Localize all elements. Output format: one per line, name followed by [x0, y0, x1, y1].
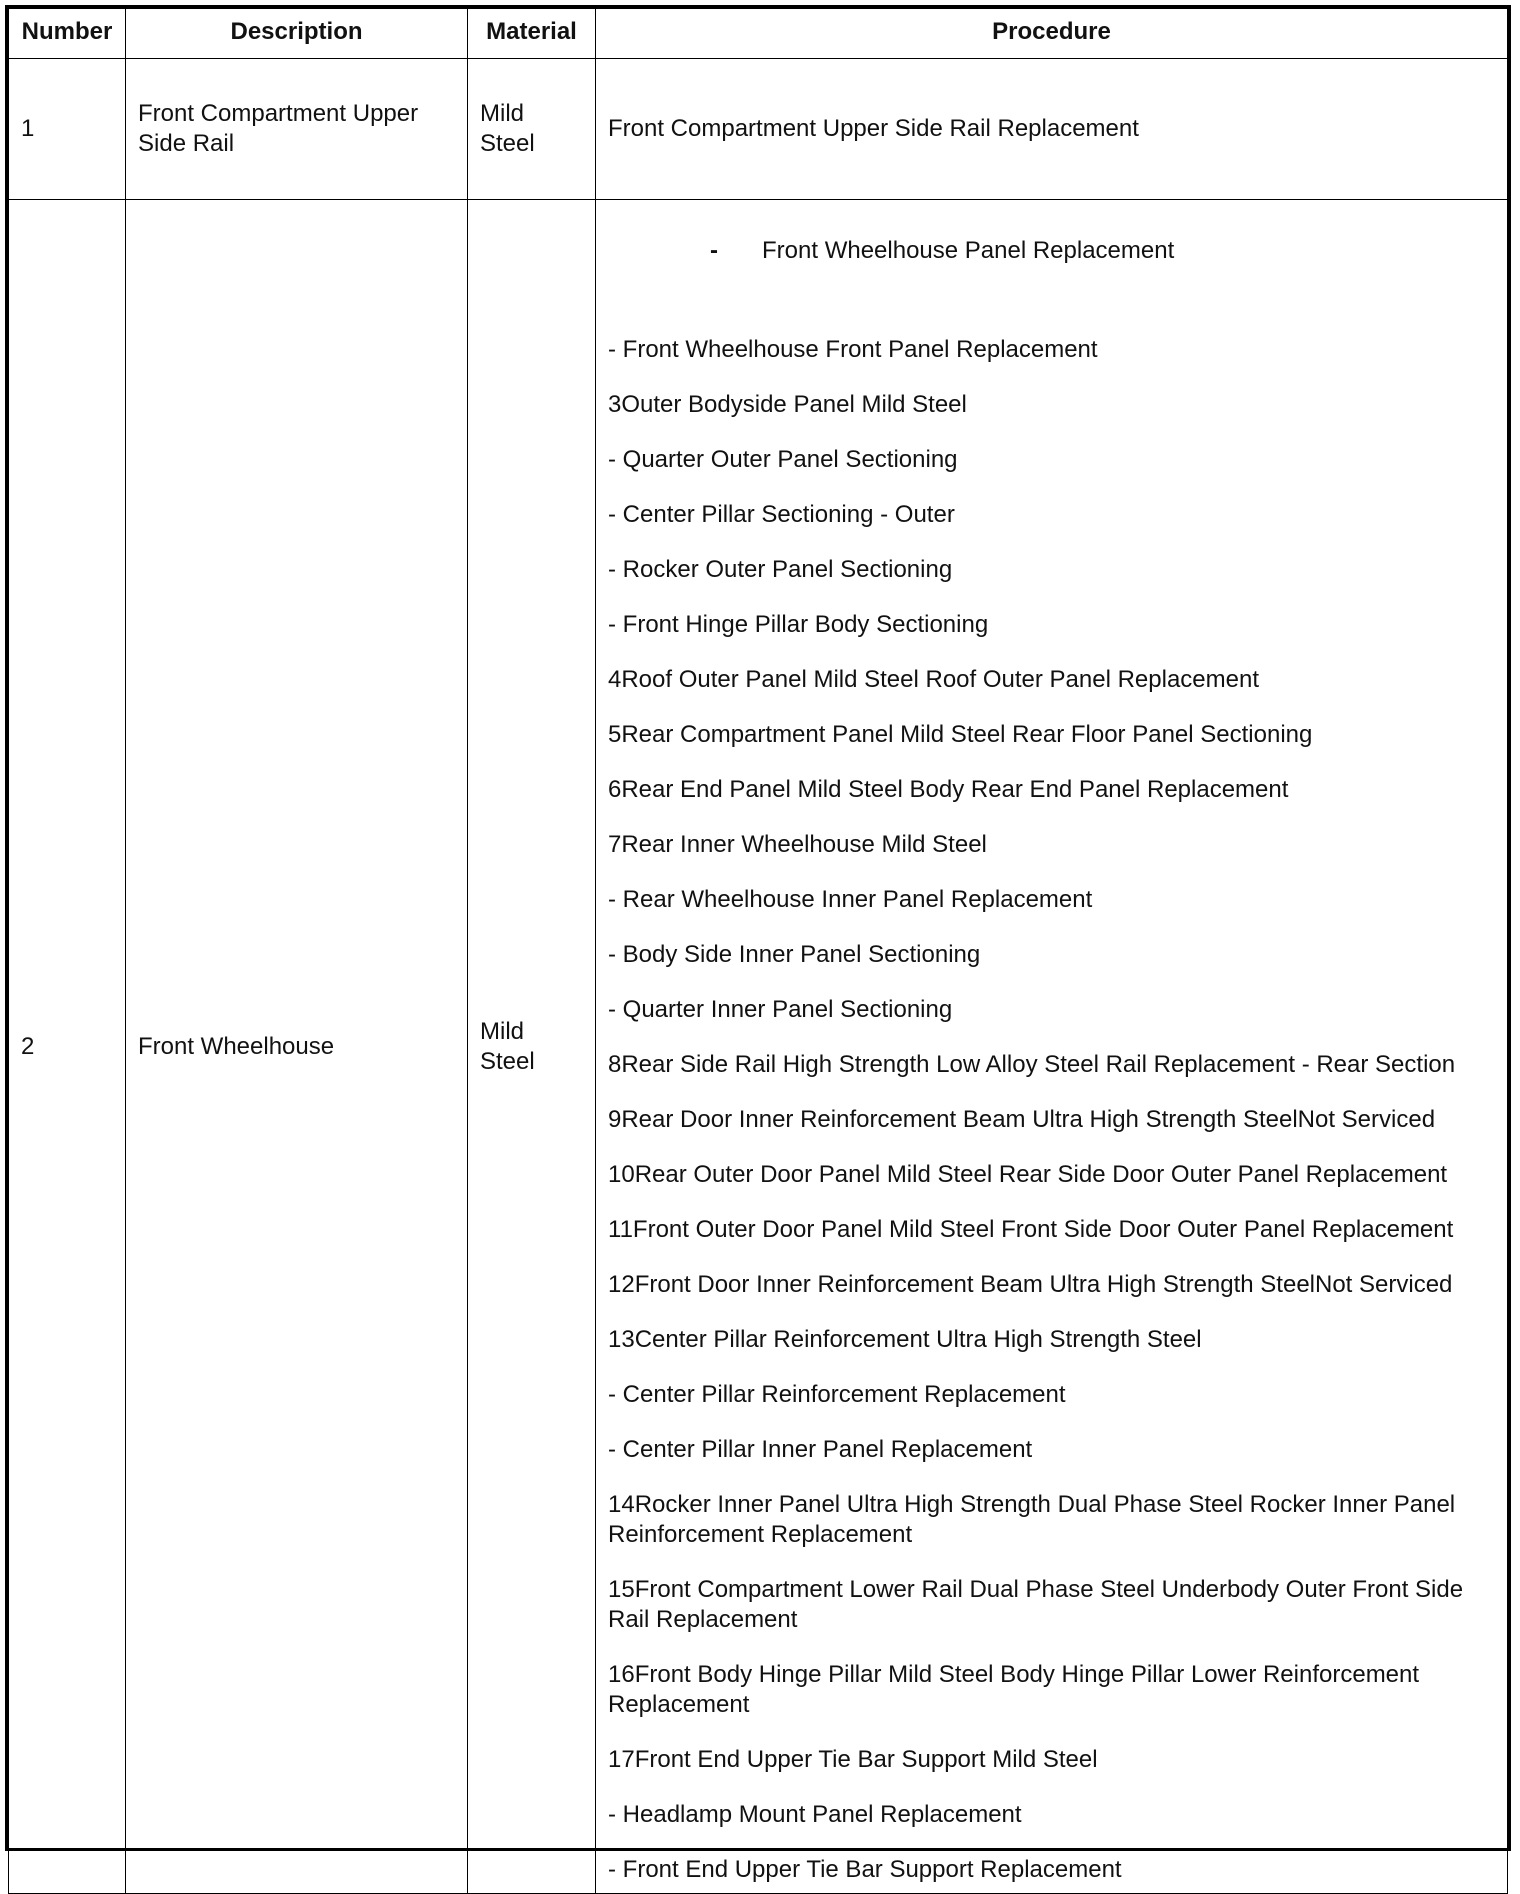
row-description: Front Compartment Upper Side Rail — [126, 59, 468, 200]
procedure-line: 11Front Outer Door Panel Mild Steel Front Side Door Outer Panel Replacement — [608, 1216, 1454, 1243]
procedure-line-text: Front Wheelhouse Panel Replacement — [762, 237, 1175, 264]
row-number: 2 — [9, 200, 126, 1894]
procedure-line: 6Rear End Panel Mild Steel Body Rear End Panel Replacement — [608, 776, 1289, 803]
table-header-row — [9, 9, 1508, 59]
procedure-line: 7Rear Inner Wheelhouse Mild Steel — [608, 831, 987, 858]
parts-table-container — [5, 5, 1511, 1883]
header-description: Description — [126, 9, 468, 59]
parts-procedure-table — [8, 8, 1508, 1894]
procedure-line: - Quarter Outer Panel Sectioning — [608, 446, 958, 473]
procedure-line: - Center Pillar Sectioning - Outer — [608, 501, 955, 528]
procedure-line: 17Front End Upper Tie Bar Support Mild Steel — [608, 1746, 1098, 1773]
procedure-lines — [608, 335, 1495, 1885]
header-material: Material — [468, 9, 596, 59]
procedure-line: 3Outer Bodyside Panel Mild Steel — [608, 391, 967, 418]
procedure-line: 13Center Pillar Reinforcement Ultra High Strength Steel — [608, 1326, 1202, 1353]
table-row — [9, 59, 1508, 200]
procedure-line: - Rocker Outer Panel Sectioning — [608, 556, 953, 583]
procedure-line: 15Front Compartment Lower Rail Dual Phase Steel Underbody Outer Front Side Rail Replacement — [608, 1576, 1470, 1633]
procedure-line: - Headlamp Mount Panel Replacement — [608, 1801, 1022, 1828]
procedure-line: 4Roof Outer Panel Mild Steel Roof Outer Panel Replacement — [608, 666, 1260, 693]
header-procedure: Procedure — [596, 9, 1508, 59]
header-number: Number — [9, 9, 126, 59]
procedure-line — [608, 206, 1495, 296]
procedure-line: 5Rear Compartment Panel Mild Steel Rear Floor Panel Sectioning — [608, 721, 1313, 748]
row-material: Mild Steel — [468, 59, 596, 200]
procedure-line: - Center Pillar Reinforcement Replacement — [608, 1381, 1066, 1408]
table-row — [9, 200, 1508, 1894]
procedure-line: - Quarter Inner Panel Sectioning — [608, 996, 953, 1023]
procedure-line: - Front End Upper Tie Bar Support Replacement — [608, 1856, 1122, 1883]
row-material: Mild Steel — [468, 200, 596, 1894]
procedure-line: - Front Hinge Pillar Body Sectioning — [608, 611, 989, 638]
row-procedure: Front Compartment Upper Side Rail Replacement — [596, 59, 1508, 200]
procedure-line: 8Rear Side Rail High Strength Low Alloy Steel Rail Replacement - Rear Section — [608, 1051, 1456, 1078]
row-description: Front Wheelhouse — [126, 200, 468, 1894]
procedure-line: - Front Wheelhouse Front Panel Replacement — [608, 336, 1098, 363]
procedure-line: 9Rear Door Inner Reinforcement Beam Ultra High Strength SteelNot Serviced — [608, 1106, 1436, 1133]
procedure-line: 14Rocker Inner Panel Ultra High Strength Dual Phase Steel Rocker Inner Panel Reinforcement Replacement — [608, 1491, 1462, 1548]
procedure-line: - Body Side Inner Panel Sectioning — [608, 941, 981, 968]
procedure-bullet: - — [710, 237, 719, 264]
procedure-line: 10Rear Outer Door Panel Mild Steel Rear Side Door Outer Panel Replacement — [608, 1161, 1448, 1188]
procedure-line: 12Front Door Inner Reinforcement Beam Ultra High Strength SteelNot Serviced — [608, 1271, 1453, 1298]
procedure-line: 16Front Body Hinge Pillar Mild Steel Body Hinge Pillar Lower Reinforcement Replacement — [608, 1661, 1426, 1718]
procedure-line: - Rear Wheelhouse Inner Panel Replacement — [608, 886, 1093, 913]
row-number: 1 — [9, 59, 126, 200]
row-procedure-list — [596, 200, 1508, 1894]
procedure-line: - Center Pillar Inner Panel Replacement — [608, 1436, 1033, 1463]
